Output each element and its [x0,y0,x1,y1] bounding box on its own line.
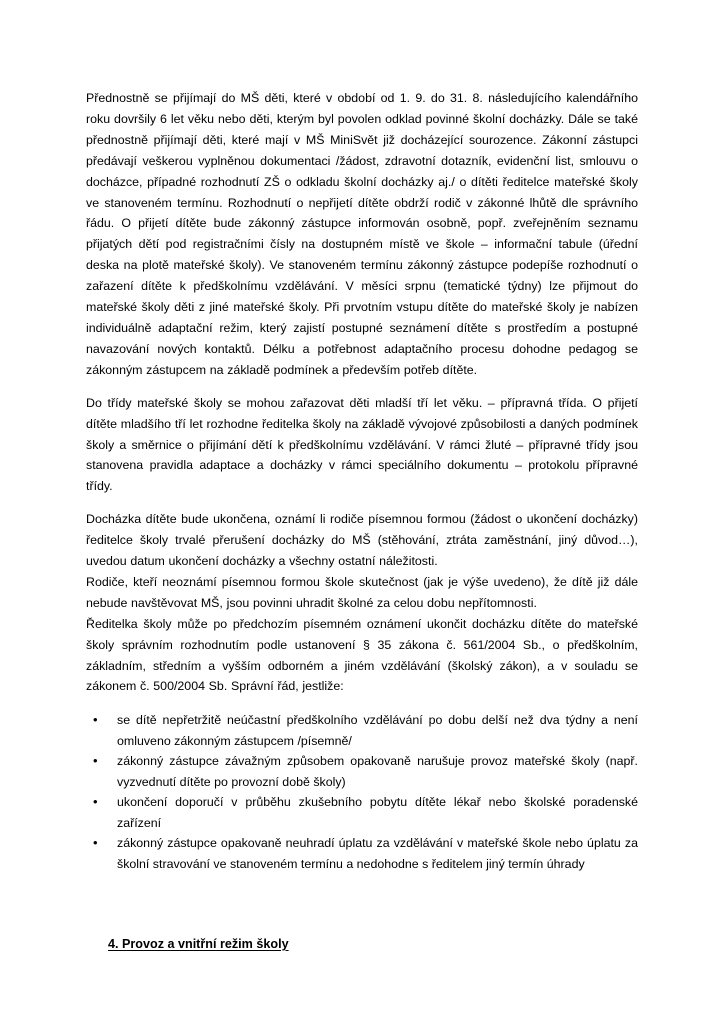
paragraph-attendance-termination: Docházka dítěte bude ukončena, oznámí li rodiče písemnou formou (žádost o ukončení docházky) ředitelce školy trvalé přerušení docházky do MŠ (stěhování, ztráta zaměstnání, jiný důvod…), uvedou datum ukončení docházky a všechny ostatní náležitosti. [86,512,638,569]
list-item [93,833,638,874]
list-item [93,751,638,792]
termination-reasons-list [86,710,638,874]
list-item [93,710,638,751]
paragraph-director-termination: Ředitelka školy může po předchozím písemném oznámení ukončit docházku dítěte do mateřské školy správním rozhodnutím podle ustanovení § 35 zákona č. 561/2004 Sb., o předškolním, základním, středním a vyšším odborném a jiném vzdělávání (školský zákon), a v souladu se zákonem č. 500/2004 Sb. Správní řád, jestliže: [86,616,638,694]
paragraph-admission-priority: Přednostně se přijímají do MŠ děti, které v období od 1. 9. do 31. 8. následujícího kalendářního roku dovršily 6 let věku nebo děti, kterým byl povolen odklad povinné školní docházky. Dále se také přednostně přijímají děti, které mají v MŠ MiniSvět již docházející sourozence. Zákonní zástupci předávají veškerou vyplněnou dokumentaci /žádost, zdravotní dotazník, evidenční list, smlouvu o docházce, případné rozhodnutí ZŠ o odkladu školní docházky aj./ o dítěti ředitelce mateřské školy ve stanoveném termínu. Rozhodnutí o nepřijetí dítěte obdrží rodič v zákonné lhůtě dle správního řádu. O přijetí dítěte bude zákonný zástupce informován osobně, popř. zveřejněním seznamu přijatých dětí pod registračními čísly na dostupném místě ve škole – informační tabule (úřední deska na plotě mateřské školy). Ve stanoveném termínu zákonný zástupce podepíše rozhodnutí o zařazení dítěte k předškolnímu vzdělávání. V měsíci srpnu (tematické týdny) lze přijmout do mateřské školy děti z jiné mateřské školy. Při prvotním vstupu dítěte do mateřské školy je nabízen individuálně adaptační režim, který zajistí postupné seznámení dítěte s prostředím a postupné navazování nových kontaktů. Délku a potřebnost adaptačního procesu dohodne pedagog se zákonným zástupcem na základě podmínek a především potřeb dítěte. [86,91,638,377]
bullet-icon: • [93,835,98,851]
list-item-text: zákonný zástupce závažným způsobem opakovaně narušuje provoz mateřské školy (např. vyzvednutí dítěte po provozní době školy) [117,754,638,789]
paragraph-preparatory-class: Do třídy mateřské školy se mohou zařazovat děti mladší tří let věku. – přípravná třída. O přijetí dítěte mladšího tří let rozhodne ředitelka školy na základě vývojové způsobilosti a daných podmínek školy a směrnice o přijímání dětí k předškolnímu vzdělávání. V rámci žluté – přípravné třídy jsou stanovena pravidla adaptace a docházky v rámci speciálního dokumentu – protokolu přípravné třídy. [86,395,638,494]
paragraph-unnotified-parents: Rodiče, kteří neoznámí písemnou formou škole skutečnost (jak je výše uvedeno), že dítě již dále nebude navštěvovat MŠ, jsou povinni uhradit školné za celou dobu nepřítomnosti. [86,574,638,610]
bullet-icon: • [93,712,98,728]
bullet-icon: • [93,794,98,810]
section-heading-operations: 4. Provoz a vnitřní režim školy [108,937,289,951]
list-item [93,792,638,833]
list-item-text: zákonný zástupce opakovaně neuhradí úplatu za vzdělávání v mateřské škole nebo úplatu za školní stravování ve stanoveném termínu a nedohodne s ředitelem jiný termín úhrady [117,836,638,871]
bullet-icon: • [93,753,98,769]
list-item-text: se dítě nepřetržitě neúčastní předškolního vzdělávání po dobu delší než dva týdny a není omluveno zákonným zástupcem /písemně/ [117,713,638,748]
list-item-text: ukončení doporučí v průběhu zkušebního pobytu dítěte lékař nebo školské poradenské zařízení [117,795,638,830]
document-body [86,88,638,874]
